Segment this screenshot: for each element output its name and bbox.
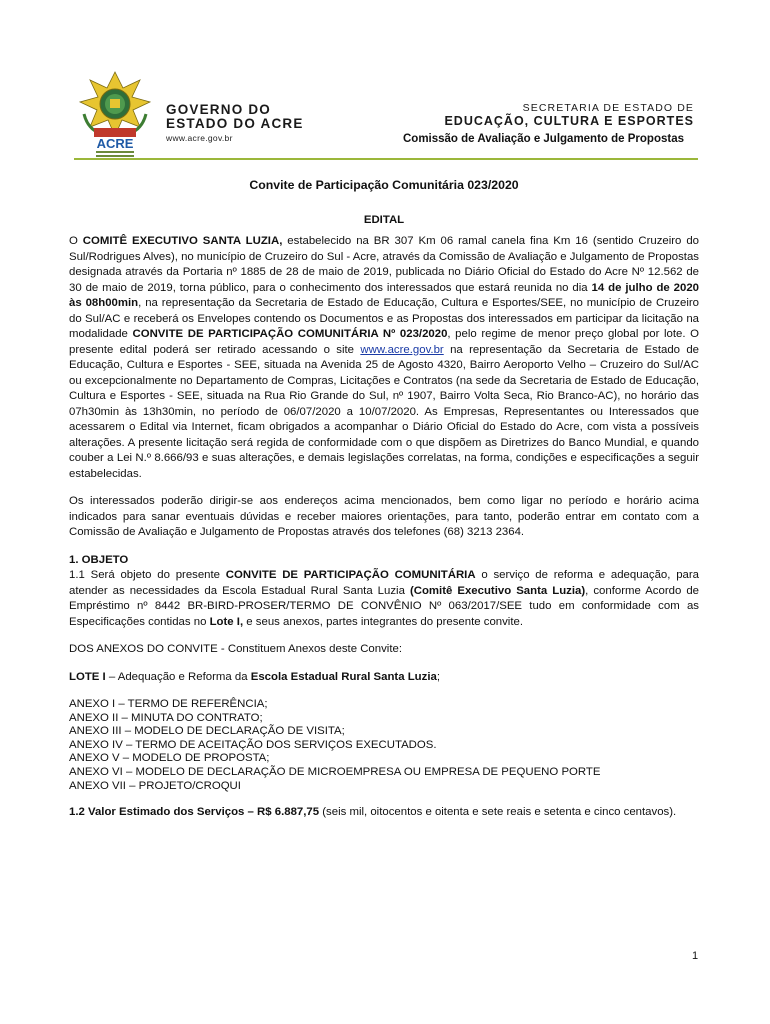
annex-item: ANEXO IV – TERMO DE ACEITAÇÃO DOS SERVIÇOS EXECUTADOS. xyxy=(69,738,437,751)
contact-paragraph: Os interessados poderão dirigir-se aos endereços acima mencionados, bem como ligar no período e horário acima indicados para sanar eventuais dúvidas e receber maiores orientações, para tanto, poderão entrar em contato com a Comissão de Avaliação e Julgamento de Propostas através dos telefones (68) 3213 2364. xyxy=(69,495,699,538)
intro-paragraph xyxy=(69,234,699,482)
emblem-label: ACRE xyxy=(96,136,134,151)
s11-text-2: o serviço de reforma e adequação, para atender as necessidades da Escola Estadual Rural Santa Luzia xyxy=(69,569,699,597)
lote-label: LOTE I xyxy=(69,670,106,683)
p1-text-3: , na representação da Secretaria de Estado de Educação, Cultura e Esportes/SEE, no município de Cruzeiro do Sul/AC e receberá os Envelopes contendo os Documentos e as Propostas dos interessados em participar da licitação na modalidade xyxy=(69,297,699,340)
annex-item: ANEXO I – TERMO DE REFERÊNCIA; xyxy=(69,698,268,710)
estimated-value-label: 1.2 Valor Estimado dos Serviços – R$ 6.887,75 xyxy=(69,806,320,819)
p1-bold-2: 14 de julho de 2020 às 08h00min xyxy=(69,281,699,309)
secretariat-name-block xyxy=(444,102,694,128)
estimated-value-paragraph xyxy=(69,805,699,821)
government-name-block xyxy=(166,103,304,143)
annex-item: ANEXO VII – PROJETO/CROQUI xyxy=(69,779,241,792)
annex-item: ANEXO VI – MODELO DE DECLARAÇÃO DE MICROEMPRESA OU EMPRESA DE PEQUENO PORTE xyxy=(69,765,601,778)
annex-item: ANEXO II – MINUTA DO CONTRATO; xyxy=(69,711,263,724)
section-1-title: 1. OBJETO xyxy=(69,553,129,566)
commission-name: Comissão de Avaliação e Julgamento de Propostas xyxy=(403,133,684,145)
s11-text-1: 1.1 Será objeto do presente xyxy=(69,569,226,581)
lote-school: Escola Estadual Rural Santa Luzia xyxy=(250,670,437,683)
estimated-value-text: (seis mil, oitocentos e oitenta e sete reais e setenta e cinco centavos). xyxy=(319,806,677,819)
secretariat-line-1: SECRETARIA DE ESTADO DE xyxy=(522,102,694,114)
document-title: Convite de Participação Comunitária 023/2020 xyxy=(249,178,519,192)
p1-text-2: estabelecido na BR 307 Km 06 ramal canela fina Km 16 (sentido Cruzeiro do Sul/Rodrigues Alves), no município de Cruzeiro do Sul - Acre, através da Comissão de Avaliação e Julgamento de Propostas designada através da Portaria nº 1885 de 28 de maio de 2019, publicada no Diário Oficial do Estado do Acre Nº 12.562 de 30 de maio de 2019, torna público, para o conhecimento dos interessados que estará reunida no dia xyxy=(69,235,699,294)
section-1-1-paragraph xyxy=(69,568,699,630)
annex-list xyxy=(69,698,699,793)
p1-bold-3: CONVITE DE PARTICIPAÇÃO COMUNITÁRIA Nº 023/2020 xyxy=(132,328,448,340)
acre-coat-of-arms-icon xyxy=(70,70,160,160)
annex-item: ANEXO III – MODELO DE DECLARAÇÃO DE VISITA; xyxy=(69,725,345,738)
lote-line xyxy=(69,670,699,686)
p1-text-4: , pelo regime de menor preço global por lote. O presente edital poderá ser retirado acessando o site xyxy=(69,328,700,356)
p1-text-1: O xyxy=(69,235,83,247)
lote-text-1: – Adequação e Reforma da xyxy=(105,670,251,683)
header-divider xyxy=(74,158,698,160)
p1-bold-1: COMITÊ EXECUTIVO SANTA LUZIA, xyxy=(82,235,283,247)
p1-text-5: na representação da Secretaria de Estado de Educação, Cultura e Esportes - SEE, situada na Avenida 25 de Agosto 4320, Bairro Aeroporto Velho – Cruzeiro do Sul/AC ou excepcionalmente no Departamento de Compras, Licitações e Contratos (na sede da Secretaria de Estado de Educação, Cultura e Esportes - SEE, situada na Rua Rio Grande do Sul, nº 1907, Bairro Volta Seca, Rio Branco-AC), no horário das 07h30min às 13h30min, no período de 06/07/2020 a 10/07/2020. As Empresas, Representantes ou Interessados que acessarem o Edital via Internet, ficam obrigados a acompanhar o Diário Oficial do Estado do Acre, com vista a possíveis alterações. A presente licitação será regida de conformidade com o que dispõem as Diretrizes do Banco Mundial, e quando couber a Lei N.º 8.666/93 e suas alterações, e demais legislações correlatas, na forma, condições e especificações a seguir estabelecidas. xyxy=(69,343,700,480)
gov-line-2: ESTADO DO ACRE xyxy=(166,116,304,131)
annex-item: ANEXO V – MODELO DE PROPOSTA; xyxy=(69,752,270,765)
gov-line-1: GOVERNO DO xyxy=(166,102,272,117)
website-link[interactable]: www.acre.gov.br xyxy=(360,343,444,356)
s11-text-3: , conforme Acordo de Empréstimo nº 8442 BR-BIRD-PROSER/TERMO DE CONVÊNIO Nº 063/2017/SEE tudo em conformidade com as Especificações contidas no xyxy=(69,584,699,628)
s11-bold-3: Lote I, xyxy=(209,615,244,628)
annex-intro: DOS ANEXOS DO CONVITE - Constituem Anexos deste Convite: xyxy=(69,643,402,655)
gov-website: www.acre.gov.br xyxy=(166,133,233,143)
edital-heading: EDITAL xyxy=(363,213,405,226)
s11-text-4: e seus anexos, partes integrantes do presente convite. xyxy=(243,615,524,628)
page-number: 1 xyxy=(692,950,699,962)
s11-bold-1: CONVITE DE PARTICIPAÇÃO COMUNITÁRIA xyxy=(225,569,476,581)
secretariat-line-2: EDUCAÇÃO, CULTURA E ESPORTES xyxy=(444,114,694,128)
document-body xyxy=(69,178,699,821)
lote-text-2: ; xyxy=(436,670,440,683)
s11-bold-2: (Comitê Executivo Santa Luzia) xyxy=(409,584,586,597)
letterhead xyxy=(0,0,770,170)
